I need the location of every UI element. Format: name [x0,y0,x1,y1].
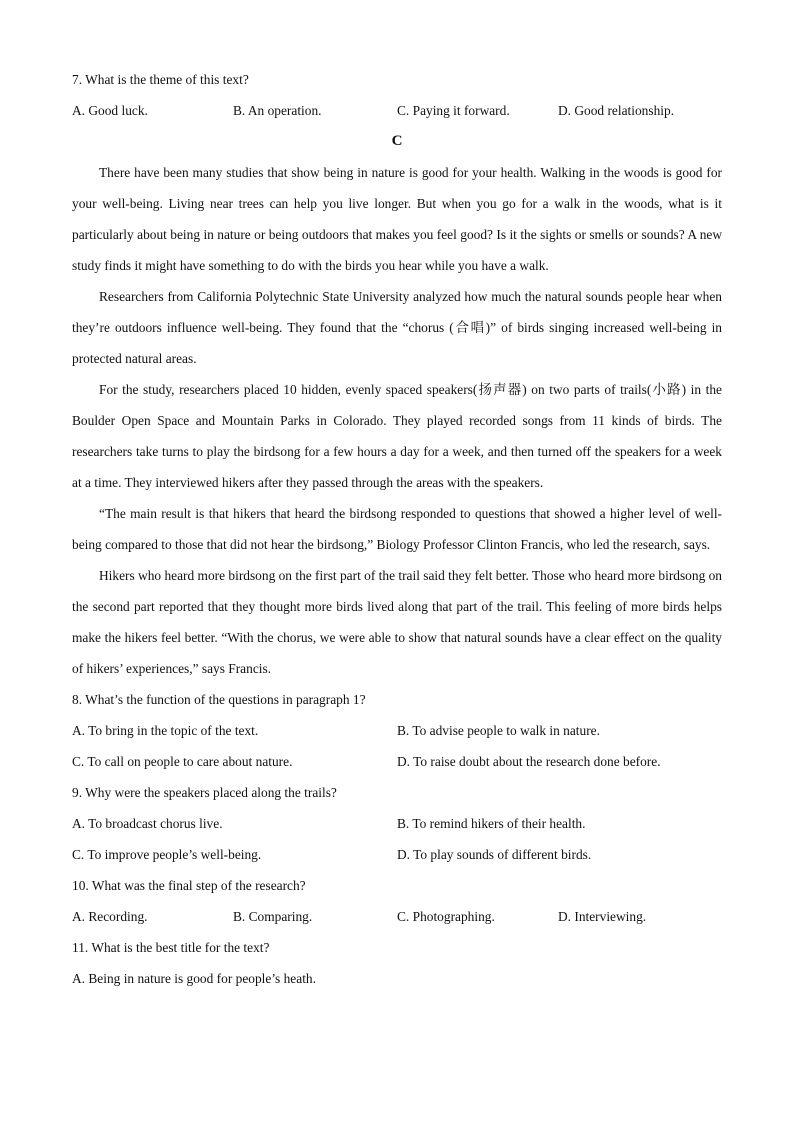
q10-option-a: A. Recording. [72,909,148,924]
document-page [72,64,722,994]
passage-paragraph-4: “The main result is that hikers that heard the birdsong responded to questions that showed a higher level of well-being compared to those that did not hear the birdsong,” Biology Professor Clinton Francis, who led the research, says. [72,506,722,552]
question-9-stem: 9. Why were the speakers placed along the trails? [72,785,337,800]
question-10-options [72,901,722,932]
q7-option-c: C. Paying it forward. [397,103,510,118]
q8-option-a: A. To bring in the topic of the text. [72,723,259,738]
q10-option-c: C. Photographing. [397,909,495,924]
question-9-options-row-2 [72,839,722,870]
passage-paragraph-3: For the study, researchers placed 10 hidden, evenly spaced speakers(扬声器) on two parts of trails(小路) in the Boulder Open Space and Mountain Parks in Colorado. They played recorded songs from 11 kinds of birds. The researchers take turns to play the birdsong for a few hours a day for a week, and then turned off the speakers for a week at a time. They interviewed hikers after they passed through the areas with the speakers. [72,382,722,490]
passage-paragraph-2: Researchers from California Polytechnic State University analyzed how much the natural sounds people hear when they’re outdoors influence well-being. They found that the “chorus (合唱)” of birds singing increased well-being in protected natural areas. [72,289,722,366]
q8-option-b: B. To advise people to walk in nature. [397,723,600,738]
q7-option-b: B. An operation. [233,103,322,118]
passage-paragraph-1: There have been many studies that show being in nature is good for your health. Walking in the woods is good for your well-being. Living near trees can help you live longer. But when you go for a walk in the woods, what is it particularly about being in nature or being outdoors that makes you feel good? Is it the sights or smells or sounds? A new study finds it might have something to do with the birds you hear while you have a walk. [72,165,722,273]
q9-option-a: A. To broadcast chorus live. [72,816,223,831]
question-8-options-row-1 [72,715,722,746]
q7-option-a: A. Good luck. [72,103,148,118]
q8-option-c: C. To call on people to care about nature. [72,754,293,769]
question-9-options-row-1 [72,808,722,839]
question-8-options-row-2 [72,746,722,777]
question-7-options [72,95,722,126]
question-8-stem: 8. What’s the function of the questions in paragraph 1? [72,692,366,707]
q10-option-b: B. Comparing. [233,909,313,924]
passage-paragraph-5: Hikers who heard more birdsong on the first part of the trail said they felt better. Those who heard more birdsong on the second part reported that they thought more birds lived along that part of the trail. This feeling of more birds helps make the hikers feel better. “With the chorus, we were able to show that natural sounds have a clear effect on the quality of hikers’ experiences,” says Francis. [72,568,723,676]
q11-option-a: A. Being in nature is good for people’s heath. [72,971,316,986]
q8-option-d: D. To raise doubt about the research done before. [397,754,661,769]
q9-option-b: B. To remind hikers of their health. [397,816,586,831]
q10-option-d: D. Interviewing. [558,909,647,924]
q7-option-d: D. Good relationship. [558,103,675,118]
question-11-stem: 11. What is the best title for the text? [72,940,270,955]
question-10-stem: 10. What was the final step of the research? [72,878,306,893]
section-title: C [391,133,403,149]
q9-option-d: D. To play sounds of different birds. [397,847,592,862]
question-7-stem: 7. What is the theme of this text? [72,72,249,87]
q9-option-c: C. To improve people’s well-being. [72,847,262,862]
